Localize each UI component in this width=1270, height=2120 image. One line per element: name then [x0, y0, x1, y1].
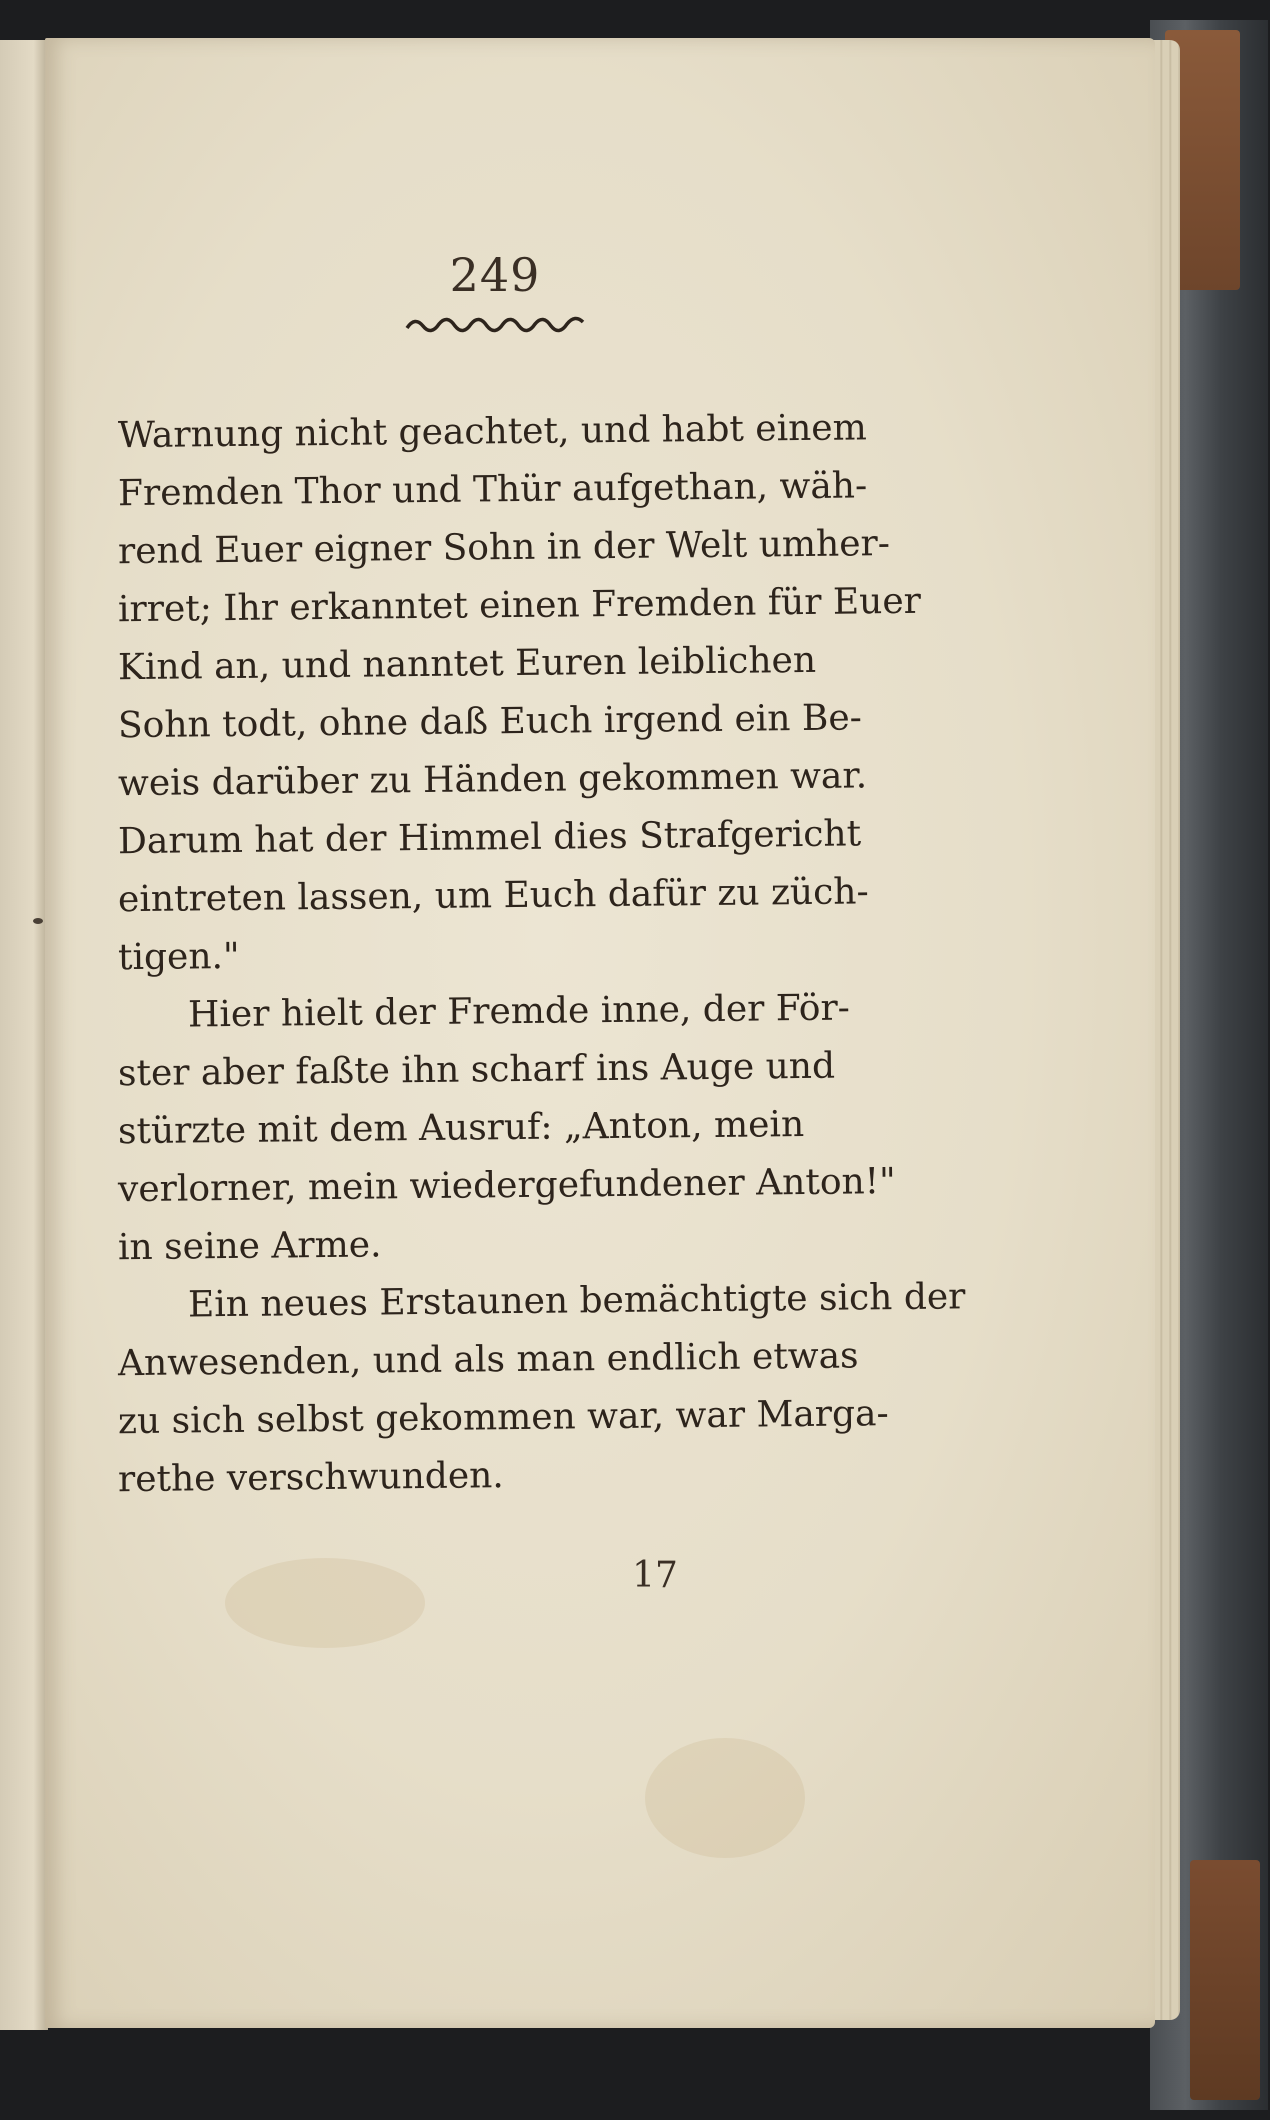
text-line: Sohn todt, ohne daß Euch irgend ein Be- [117, 696, 863, 746]
body-text [117, 402, 966, 1504]
text-line: Warnung nicht geachtet, und habt einem [117, 406, 867, 456]
text-line: rethe verschwunden. [117, 1454, 504, 1500]
text-line: Kind an, und nanntet Euren leiblichen [117, 639, 817, 688]
paper-stain [225, 1558, 425, 1648]
facing-page-edge [0, 40, 48, 2030]
paper-stain [645, 1738, 805, 1858]
text-line: irret; Ihr erkanntet einen Fremden für Euer [117, 580, 922, 630]
text-line: rend Euer eigner Sohn in der Welt umher- [117, 522, 891, 572]
cover-leather-corner-bottom [1190, 1860, 1260, 2100]
text-line: zu sich selbst gekommen war, war Marga- [117, 1392, 889, 1442]
text-line: Hier hielt der Fremde inne, der För- [187, 987, 851, 1035]
text-line: Anwesenden, und als man endlich etwas [117, 1334, 859, 1384]
text-line: stürzte mit dem Ausruf: „Anton, mein [117, 1103, 805, 1152]
text-line: Ein neues Erstaunen bemächtigte sich der [187, 1275, 966, 1325]
text-line: weis darüber zu Händen gekommen war. [117, 754, 868, 804]
text-line: ster aber faßte ihn scharf ins Auge und [117, 1045, 836, 1094]
text-line: verlorner, mein wiedergefundener Anton!" [117, 1160, 896, 1210]
text-line: eintreten lassen, um Euch dafür zu züch- [117, 870, 869, 920]
binding-thread [33, 918, 43, 924]
text-line: Fremden Thor und Thür aufgethan, wäh- [117, 464, 868, 514]
page-number: 249 [449, 248, 541, 302]
text-line: in seine Arme. [117, 1223, 382, 1268]
signature-mark: 17 [632, 1555, 678, 1596]
wavy-rule-ornament [405, 312, 585, 336]
text-line: tigen." [117, 935, 240, 978]
text-line: Darum hat der Himmel dies Strafgericht [117, 812, 862, 862]
